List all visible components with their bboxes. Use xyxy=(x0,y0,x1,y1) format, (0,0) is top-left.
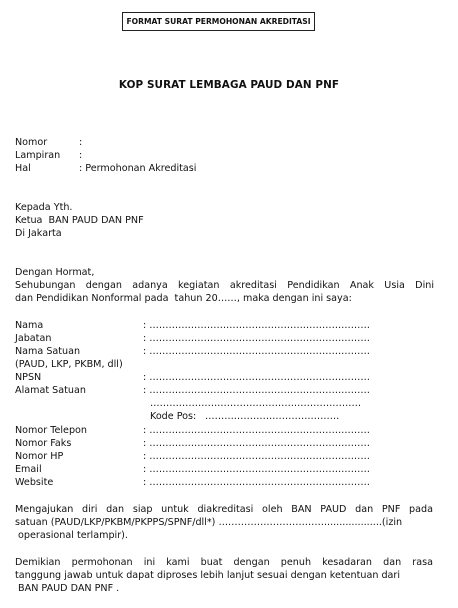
field-email-fill: : …………………………………………………………… xyxy=(143,464,370,475)
hal-value: : Permohonan Akreditasi xyxy=(79,163,197,174)
request-line-3: operasional terlampir). xyxy=(15,530,128,541)
greeting: Dengan Hormat, xyxy=(15,267,95,278)
field-nomor-faks-fill: : …………………………………………………………… xyxy=(143,438,370,449)
recipient-line-2: Ketua BAN PAUD DAN PNF xyxy=(15,215,144,226)
field-nomor-faks-label: Nomor Faks xyxy=(15,438,72,449)
field-website-label: Website xyxy=(15,477,54,488)
field-kode-pos-label: Kode Pos: xyxy=(150,411,197,422)
field-nomor-hp-label: Nomor HP xyxy=(15,451,64,462)
lampiran-label: Lampiran xyxy=(15,150,61,161)
request-line-2: satuan (PAUD/LKP/PKBM/PKPPS/SPNF/dll*) ……………………………...................(izin xyxy=(15,517,403,528)
field-nama-fill: : …………………………………………………………… xyxy=(143,320,370,331)
recipient-line-1: Kepada Yth. xyxy=(15,202,73,213)
hal-label: Hal xyxy=(15,163,31,174)
field-kode-pos-fill: …………………………………… xyxy=(205,411,340,422)
field-nomor-hp-fill: : …………………………………………………………… xyxy=(143,451,370,462)
field-nomor-telepon-label: Nomor Telepon xyxy=(15,425,87,436)
nomor-colon: : xyxy=(79,137,83,148)
lampiran-colon: : xyxy=(79,150,83,161)
field-nama-satuan-note: (PAUD, LKP, PKBM, dll) xyxy=(15,359,123,370)
field-nama-label: Nama xyxy=(15,320,44,331)
field-email-label: Email xyxy=(15,464,42,475)
recipient-line-3: Di Jakarta xyxy=(15,228,62,239)
field-nomor-telepon-fill: : …………………………………………………………… xyxy=(143,425,370,436)
field-npsn-label: NPSN xyxy=(15,372,42,383)
opening-paragraph-line-2: dan Pendidikan Nonformal pada tahun 20……, maka dengan ini saya: xyxy=(15,293,352,304)
field-nama-satuan-label: Nama Satuan xyxy=(15,346,81,357)
closing-line-1: Demikian permohonan ini kami buat dengan penuh kesadaran dan rasa xyxy=(15,557,433,568)
field-alamat-satuan-label: Alamat Satuan xyxy=(15,385,86,396)
field-jabatan-label: Jabatan xyxy=(15,333,52,344)
opening-paragraph-line-1: Sehubungan dengan adanya kegiatan akreditasi Pendidikan Anak Usia Dini xyxy=(15,280,434,291)
field-alamat-satuan-fill-2: ………………………………………………………… xyxy=(150,398,362,409)
field-website-fill: : …………………………………………………………… xyxy=(143,477,370,488)
closing-line-3: BAN PAUD DAN PNF . xyxy=(15,583,120,594)
kop-title: KOP SURAT LEMBAGA PAUD DAN PNF xyxy=(118,79,340,91)
field-jabatan-fill: : …………………………………………………………… xyxy=(143,333,370,344)
nomor-label: Nomor xyxy=(15,137,48,148)
field-nama-satuan-fill: : …………………………………………………………… xyxy=(143,346,370,357)
request-line-1: Mengajukan diri dan siap untuk diakreditasi oleh BAN PAUD dan PNF pada xyxy=(15,504,433,515)
format-title-box: FORMAT SURAT PERMOHONAN AKREDITASI xyxy=(122,12,315,31)
closing-line-2: tanggung jawab untuk dapat diproses lebih lanjut sesuai dengan ketentuan dari xyxy=(15,570,401,581)
field-alamat-satuan-fill: : …………………………………………………………… xyxy=(143,385,370,396)
field-npsn-fill: : …………………………………………………………… xyxy=(143,372,370,383)
